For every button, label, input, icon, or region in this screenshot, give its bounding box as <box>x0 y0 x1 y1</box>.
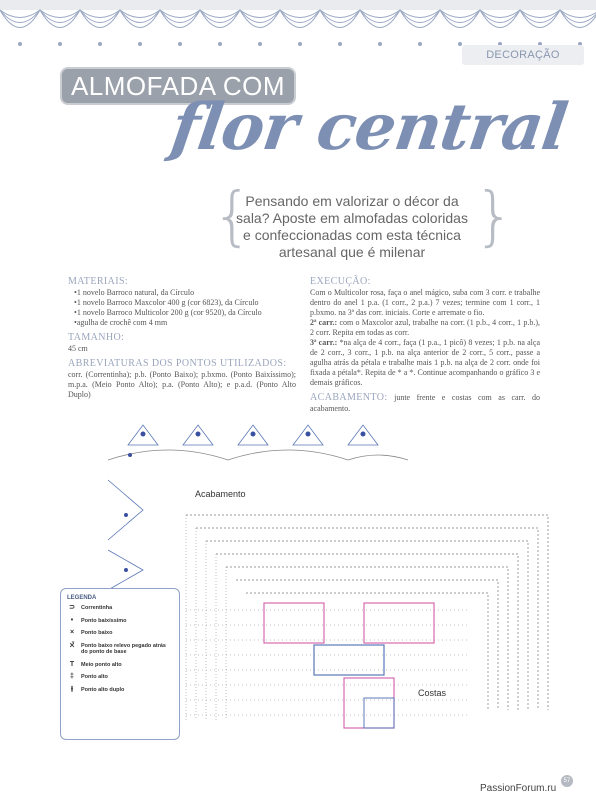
list-item: • 1 novelo Barroco Multicolor 200 g (cor 9520), da Círculo <box>74 308 296 318</box>
finishing-text: junte frente e costas com as carr. do acabamento. <box>310 393 540 413</box>
slip-stitch-icon: • <box>70 616 74 624</box>
legend-label: Ponto baixo relevo pegado atrás do ponto de base <box>81 642 166 655</box>
legend-label: Meio ponto alto <box>81 661 122 668</box>
chain-icon: ⊃ <box>69 604 75 611</box>
legend <box>60 588 180 740</box>
materials-heading: MATERIAIS: <box>68 276 129 287</box>
abbreviations-text: corr. (Correntinha); p.b. (Ponto Baixo); p.bxmo. (Ponto Baixíssimo); m.p.a. (Meio Ponto Alto); p.a. (Ponto Alto); e p.a.d. (Ponto Alto Duplo) <box>68 370 296 399</box>
list-item: • 1 novelo Barroco Maxcolor 400 g (cor 6823), da Círculo <box>74 298 296 308</box>
materials-section <box>68 276 296 328</box>
left-column <box>68 276 296 404</box>
legend-item <box>67 674 173 681</box>
edge-motifs <box>108 425 408 590</box>
step-2-text: com o Maxcolor azul, trabalhe na corr. (1 p.b., 4 corr., 1 p.b.), 2 corr. Repita em todas as corr. <box>310 318 540 337</box>
list-item: • agulha de crochê com 4 mm <box>74 318 296 328</box>
step-3-label: 3ª carr.: <box>310 338 338 347</box>
abbreviations-section <box>68 358 296 400</box>
size-section <box>68 332 296 354</box>
right-brace-icon: } <box>474 180 515 254</box>
step-3-text: *na alça de 4 corr., faça (1 p.a., 1 picô) 8 vezes; 1 p.b. na alça de 2 corr., 3 corr., 1 p.b. na alça anterior de 2 corr., 5 corr., passe a agulha atrás da pétala e trabalhe mais 1 p.b. na alça de 2 corr. onde foi fixada a pétala*. Repita de * a *. Continue acompanhando o gráfico 3 e demais gráficos. <box>310 338 541 387</box>
execution-step-2 <box>310 318 540 338</box>
label-finishing: Acabamento <box>195 489 246 499</box>
legend-label: Correntinha <box>81 605 113 611</box>
size-heading: TAMANHO: <box>68 332 125 343</box>
execution-step-3 <box>310 338 540 388</box>
step-2-label: 2ª carr.: <box>310 318 338 327</box>
execution-step-1: Com o Multicolor rosa, faça o anel mágico, suba com 3 corr. e trabalhe dentro do anel 1 p.a. (1 corr., 2 p.a.) 7 vezes; termine com 1 corr., 1 p.bxmo. na 3ª das corr. iniciais. Corte e arremate o fio. <box>310 288 540 317</box>
legend-label: Ponto alto <box>81 674 108 680</box>
section-tag: DECORAÇÃO <box>462 45 584 65</box>
legend-item <box>67 662 173 669</box>
legend-item <box>67 687 173 694</box>
subtitle: Pensando em valorizar o décor da sala? Aposte em almofadas coloridas e confeccionadas com esta técnica artesanal que é milenar <box>236 193 468 260</box>
legend-title: LEGENDA <box>67 595 97 601</box>
legend-item <box>67 630 173 637</box>
legend-item <box>67 618 173 625</box>
legend-label: Ponto baixíssimo <box>81 617 127 624</box>
treble-crochet-icon: ⫲ <box>70 685 74 693</box>
title-pill: ALMOFADA COM <box>60 67 296 105</box>
single-crochet-icon: × <box>69 629 75 636</box>
half-double-icon: T <box>69 660 75 668</box>
page-title: flor central <box>166 90 572 165</box>
double-crochet-icon: ‡ <box>70 673 74 680</box>
abbreviations-heading: ABREVIATURAS DOS PONTOS UTILIZADOS: <box>68 358 287 369</box>
size-value: 45 cm <box>68 344 88 353</box>
left-brace-icon: { <box>212 180 253 254</box>
execution-heading: EXECUÇÃO: <box>310 276 371 287</box>
legend-label: Ponto alto duplo <box>81 686 125 693</box>
watermark: PassionForum.ru <box>480 783 557 794</box>
list-item: • 1 novelo Barroco natural, da Círculo <box>74 288 296 298</box>
legend-item <box>67 643 173 656</box>
legend-item <box>67 605 173 612</box>
raised-single-crochet-icon: ⨯̆ <box>69 641 75 649</box>
label-back: Costas <box>418 688 447 698</box>
legend-label: Ponto baixo <box>81 630 113 636</box>
right-column <box>310 276 540 414</box>
page-number: 57 <box>561 775 573 787</box>
materials-list <box>68 288 296 328</box>
finishing-paragraph <box>310 392 540 414</box>
finishing-heading: ACABAMENTO: <box>310 392 388 403</box>
